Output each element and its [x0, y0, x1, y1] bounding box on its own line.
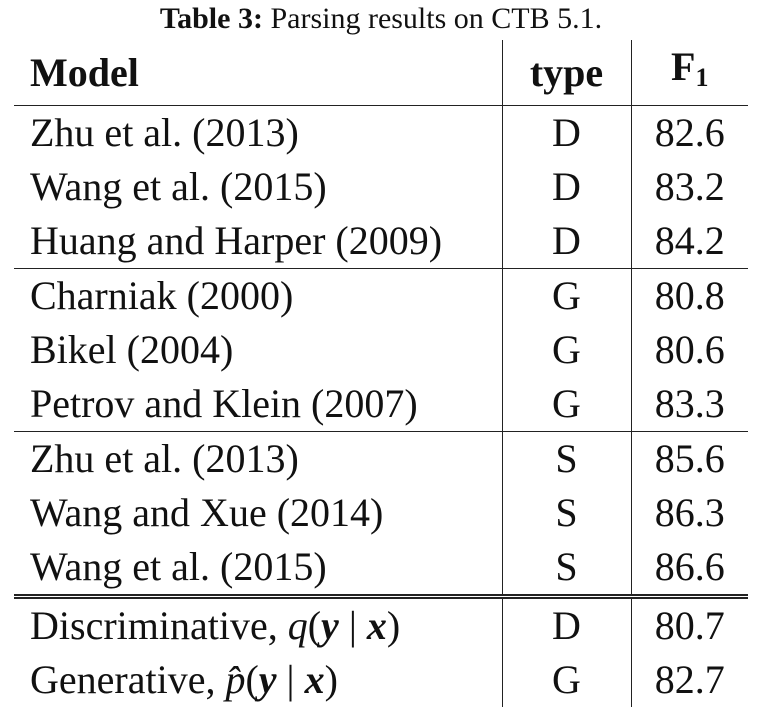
cell-type: D: [502, 160, 631, 214]
cell-type: D: [502, 597, 631, 654]
cell-model: Zhu et al. (2013): [30, 436, 299, 481]
cell-model: Wang et al. (2015): [30, 164, 327, 209]
math-bar: |: [348, 603, 357, 648]
cell-type: S: [502, 486, 631, 540]
table-row: [14, 540, 748, 597]
header-f1-sub: 1: [695, 63, 709, 92]
table-row: [14, 323, 748, 377]
math-fn: p̂: [225, 657, 246, 702]
cell-model: Huang and Harper (2009): [14, 214, 502, 269]
cell-model: Charniak (2000): [30, 273, 294, 318]
table-row: [14, 269, 748, 324]
cell-f1: 82.7: [631, 653, 748, 707]
cell-f1: 83.2: [631, 160, 748, 214]
math-open: (: [245, 657, 259, 702]
cell-model: [14, 653, 502, 707]
header-f1: [631, 40, 748, 106]
cell-model: Wang and Xue (2014): [30, 490, 384, 535]
cell-type: G: [502, 653, 631, 707]
table-row: [14, 432, 748, 487]
cell-model: Wang et al. (2015): [14, 540, 502, 597]
cell-f1: 80.7: [631, 597, 748, 654]
cell-type: D: [502, 214, 631, 269]
math-close: ): [386, 603, 401, 648]
cell-f1: 85.6: [631, 432, 748, 487]
math-fn: q: [287, 603, 308, 648]
cell-type: S: [502, 432, 631, 487]
cell-model: Bikel (2004): [30, 327, 234, 372]
cell-type: G: [502, 323, 631, 377]
cell-f1: 82.6: [631, 106, 748, 161]
cell-f1: 86.6: [631, 540, 748, 597]
caption-text: Parsing results on CTB 5.1.: [270, 2, 603, 35]
table-row: [14, 106, 748, 161]
math-y: y: [258, 657, 277, 702]
math-open: (: [307, 603, 322, 648]
table-row-ours: [14, 653, 748, 707]
cell-f1: 80.6: [631, 323, 748, 377]
caption-label: Table 3:: [159, 2, 263, 35]
math-x: x: [304, 657, 325, 702]
cell-f1: 80.8: [631, 269, 748, 324]
cell-type: G: [502, 377, 631, 432]
cell-f1: 83.3: [631, 377, 748, 432]
cell-model: Zhu et al. (2013): [30, 110, 299, 155]
table-row: [14, 377, 748, 432]
math-bar: |: [286, 657, 295, 702]
cell-model: [14, 597, 502, 654]
header-row: [14, 40, 748, 106]
cell-f1: 86.3: [631, 486, 748, 540]
header-model: Model: [14, 40, 502, 106]
table-row: [14, 160, 748, 214]
header-type: type: [502, 40, 631, 106]
math-x: x: [366, 603, 387, 648]
math-close: ): [324, 657, 338, 702]
model-prefix: Discriminative,: [30, 603, 278, 648]
model-prefix: Generative,: [30, 657, 216, 702]
table-row: [14, 486, 748, 540]
cell-type: D: [502, 106, 631, 161]
header-f1-main: F: [671, 44, 696, 89]
results-table: [14, 40, 748, 707]
table-row-ours: [14, 597, 748, 654]
cell-model: Petrov and Klein (2007): [14, 377, 502, 432]
cell-f1: 84.2: [631, 214, 748, 269]
cell-type: G: [502, 269, 631, 324]
cell-type: S: [502, 540, 631, 597]
table-row: [14, 214, 748, 269]
table-caption: [0, 0, 762, 38]
math-y: y: [321, 603, 339, 648]
